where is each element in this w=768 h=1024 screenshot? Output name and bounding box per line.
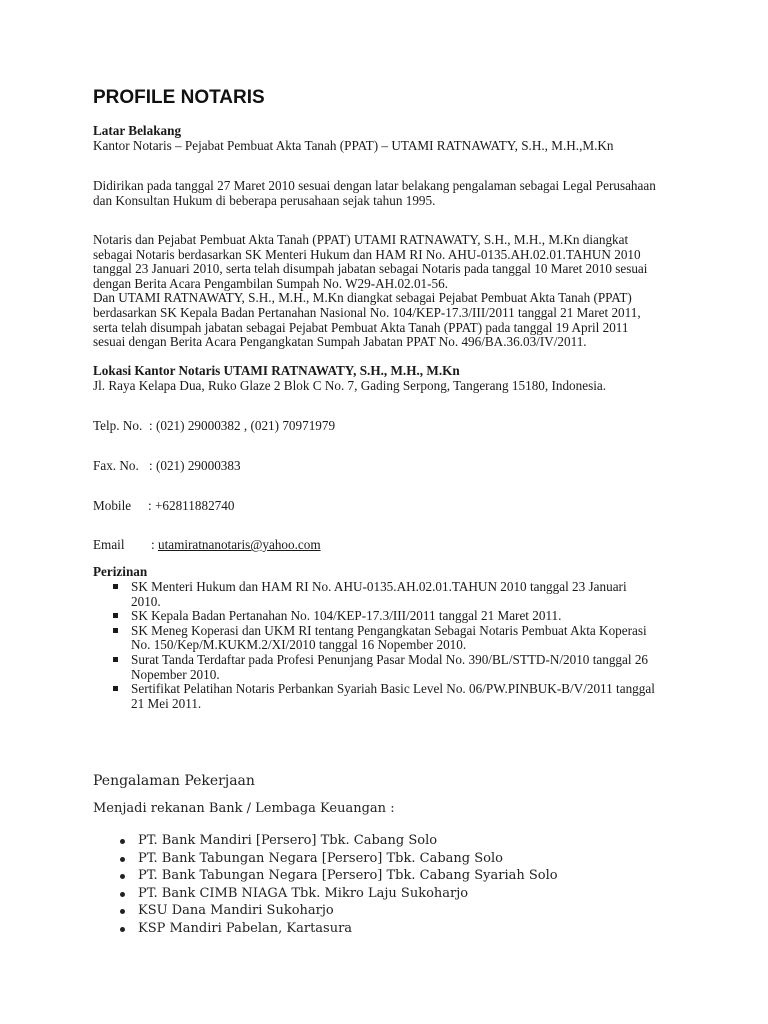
- pengangkatan-line: tanggal 23 Januari 2010, serta telah disumpah jabatan sebagai Notaris pada tanggal 10 Maret 2010 sesuai: [93, 261, 648, 277]
- list-item: [93, 885, 558, 903]
- bullet-icon: [120, 839, 125, 844]
- pengangkatan-line: Dan UTAMI RATNAWATY, S.H., M.H., M.Kn diangkat sebagai Pejabat Pembuat Akta Tanah (PPAT): [93, 290, 632, 306]
- list-item: [93, 624, 693, 653]
- perizinan-list: [93, 580, 693, 711]
- list-item-text: KSP Mandiri Pabelan, Kartasura: [138, 920, 353, 936]
- square-bullet-icon: [113, 584, 118, 589]
- email-row: [93, 538, 321, 553]
- pengangkatan-line: Notaris dan Pejabat Pembuat Akta Tanah (PPAT) UTAMI RATNAWATY, S.H., M.H., M.Kn diangkat: [93, 232, 629, 247]
- mobile-value: : +62811882740: [148, 498, 235, 513]
- lokasi-heading: Lokasi Kantor Notaris UTAMI RATNAWATY, S.H., M.H., M.Kn: [93, 363, 460, 378]
- list-item-text: PT. Bank Tabungan Negara [Persero] Tbk. Cabang Solo: [138, 850, 503, 866]
- telp-label: Telp. No.: [93, 418, 143, 433]
- bullet-icon: [120, 909, 125, 914]
- list-item-text: No. 150/Kep/M.KUKM.2/XI/2010 tanggal 16 Nopember 2010.: [131, 637, 467, 653]
- square-bullet-icon: [113, 628, 118, 633]
- list-item: [93, 580, 693, 609]
- email-link[interactable]: utamiratnanotaris@yahoo.com: [157, 537, 321, 552]
- pengangkatan-paragraph: [93, 233, 713, 350]
- pengangkatan-line: sebagai Notaris berdasarkan SK Menteri Hukum dan HAM RI No. AHU-0135.AH.02.01.TAHUN 2010: [93, 246, 641, 262]
- square-bullet-icon: [113, 657, 118, 662]
- list-item-text: PT. Bank Tabungan Negara [Persero] Tbk. Cabang Syariah Solo: [138, 868, 558, 884]
- list-item: [93, 682, 693, 711]
- page-title: PROFILE NOTARIS: [93, 87, 265, 108]
- latar-belakang-section: [93, 124, 713, 153]
- list-item: [93, 609, 693, 624]
- pengangkatan-line: dengan Berita Acara Pengambilan Sumpah No. W29-AH.02.01-56.: [93, 275, 449, 291]
- mobile-label: Mobile: [93, 498, 132, 513]
- list-item-text: PT. Bank Mandiri [Persero] Tbk. Cabang Solo: [138, 833, 438, 848]
- bullet-icon: [120, 857, 125, 862]
- fax-value: : (021) 29000383: [149, 458, 241, 473]
- latar-belakang-text: Kantor Notaris – Pejabat Pembuat Akta Tanah (PPAT) – UTAMI RATNAWATY, S.H., M.H.,M.Kn: [93, 137, 614, 153]
- list-item-text: SK Menteri Hukum dan HAM RI No. AHU-0135.AH.02.01.TAHUN 2010 tanggal 23 Januari: [131, 579, 627, 594]
- didirikan-line: dan Konsultan Hukum di beberapa perusahaan sejak tahun 1995.: [93, 192, 436, 208]
- list-item: [93, 850, 558, 868]
- fax-label: Fax. No.: [93, 458, 139, 473]
- pengalaman-list: [93, 832, 558, 938]
- list-item-text: 2010.: [131, 593, 161, 609]
- perizinan-heading: [93, 565, 713, 580]
- list-item-text: Surat Tanda Terdaftar pada Profesi Penunjang Pasar Modal No. 390/BL/STTD-N/2010 tanggal 26: [131, 651, 649, 667]
- lokasi-section: [93, 364, 713, 393]
- telp-value: : (021) 29000382 , (021) 70971979: [149, 418, 336, 433]
- list-item-text: 21 Mei 2011.: [131, 695, 202, 711]
- list-item: [93, 867, 558, 885]
- list-item-text: Sertifikat Pelatihan Notaris Perbankan Syariah Basic Level No. 06/PW.PINBUK-B/V/2011 tanggal: [131, 681, 655, 697]
- list-item-text: Nopember 2010.: [131, 666, 220, 682]
- bullet-icon: [120, 892, 125, 897]
- bullet-icon: [120, 874, 125, 879]
- lokasi-address: Jl. Raya Kelapa Dua, Ruko Glaze 2 Blok C No. 7, Gading Serpong, Tangerang 15180, Indonesia.: [93, 377, 607, 393]
- list-item: [93, 832, 558, 850]
- square-bullet-icon: [113, 686, 118, 691]
- list-item: [93, 653, 693, 682]
- email-separator: :: [151, 537, 155, 552]
- pengalaman-intro: Menjadi rekanan Bank / Lembaga Keuangan :: [93, 801, 395, 816]
- latar-belakang-heading: Latar Belakang: [93, 123, 182, 138]
- telp-row: [93, 419, 335, 434]
- didirikan-line: Didirikan pada tanggal 27 Maret 2010 sesuai dengan latar belakang pengalaman sebagai Legal Perusahaan: [93, 178, 656, 193]
- list-item-text: PT. Bank CIMB NIAGA Tbk. Mikro Laju Sukoharjo: [138, 885, 469, 901]
- list-item-text: KSU Dana Mandiri Sukoharjo: [138, 903, 334, 919]
- pengangkatan-line: berdasarkan SK Kepala Badan Pertanahan Nasional No. 104/KEP-17.3/III/2011 tanggal 21 Maret 2011,: [93, 304, 641, 320]
- pengangkatan-line: sesuai dengan Berita Acara Pengangkatan Sumpah Jabatan PPAT No. 496/BA.36.03/IV/2011.: [93, 334, 587, 350]
- email-label: Email: [93, 537, 125, 552]
- list-item-text: SK Meneg Koperasi dan UKM RI tentang Pengangkatan Sebagai Notaris Pembuat Akta Koperasi: [131, 622, 647, 638]
- square-bullet-icon: [113, 613, 118, 618]
- fax-row: [93, 459, 241, 474]
- mobile-row: [93, 499, 234, 514]
- bullet-icon: [120, 927, 125, 932]
- list-item-text: SK Kepala Badan Pertanahan No. 104/KEP-17.3/III/2011 tanggal 21 Maret 2011.: [131, 608, 562, 624]
- pengangkatan-line: serta telah disumpah jabatan sebagai Pejabat Pembuat Akta Tanah (PPAT) pada tanggal 19 April 2011: [93, 319, 629, 335]
- list-item: [93, 920, 558, 938]
- didirikan-paragraph: [93, 179, 713, 208]
- list-item: [93, 902, 558, 920]
- pengalaman-heading: Pengalaman Pekerjaan: [93, 773, 255, 789]
- perizinan-heading-text: Perizinan: [93, 564, 148, 579]
